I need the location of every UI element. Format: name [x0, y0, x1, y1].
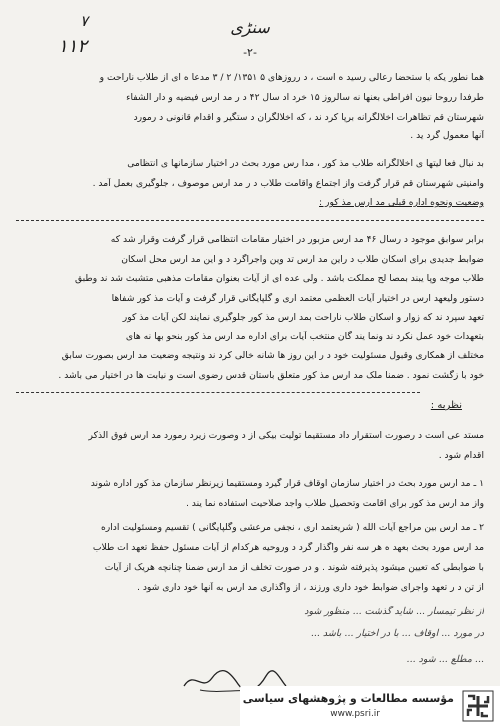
- handwritten-note: از نظر تیمسار ... شاید گذشت ... منظور شود: [304, 606, 484, 617]
- option2-line: ۲ ـ مد ارس بین مراجع آیات الله ( شریعتمد اری ، نجفی مرعشی وگلپایگانی ) تقسیم ومسئولیت اداره: [100, 522, 484, 533]
- para3-line: مختلف از همکاری وقبول مسئولیت خود د ر این روز ها شانه خالی کرد ند ونتیجه وضعیت مد ارس بصورت سابق: [61, 350, 484, 361]
- dashed-divider: [16, 392, 420, 393]
- para3-line: خود با زگشت نمود . ضمنا ملک مد ارس مذ کور متعلق باستان قدس رضوی است و نیابت ها در اختیار می باشد .: [58, 370, 484, 381]
- nazarieh-line: مستد عی است د رصورت استقرار داد مستقیما تولیت بیکی از د وصورت زیرد رمورد مد ارس فوق الذکر: [88, 430, 484, 441]
- psri-logo-icon: [462, 690, 494, 722]
- para2-line: بد نبال فعا لیتها ی اخلالگرانه طلاب مذ کور ، مدا رس مورد بحث در اختیار سازمانها ی انتظامی: [127, 158, 484, 169]
- institution-url: www.psri.ir: [330, 709, 380, 719]
- section-heading-nazarieh: نظریه :: [430, 400, 462, 411]
- para3-line: بتعهدات خود عمل نکرد ند ونما یند گان منتخب آیات برای اداره مد ارس مذ کور بنحو بها نه های: [125, 331, 484, 342]
- intro-line: هما نطور یکه با ستحضا رعالی رسید ه است ، د رروزهای ۵ ۱۳۵۱/ ۲ / ۳ مدعا ه ای از طلاب ناراحت و: [99, 72, 484, 83]
- intro-line: شهرستان قم تظاهرات اخلالگرانه برپا کرد ند ، که اخلالگران د ستگیر و اقدام قانونی د رمورد: [133, 112, 484, 123]
- option2-line: با ضوابطی که تعیین میشود پذیرفته شوند . و در صورت تخلف از مد ارس ضمنا چنانچه هریک از آیات: [104, 562, 484, 573]
- option1-line: ۱ ـ مد ارس مورد بحث در اختیار سازمان اوقاف قرار گیرد ومستقیما زیرنظر سازمان مذ کور اداره شوند: [90, 478, 484, 489]
- nazarieh-line: اقدام شود .: [438, 450, 484, 461]
- institution-name: مؤسسه مطالعات و پژوهشهای سیاسی: [242, 692, 454, 705]
- para3-line: تعهد سپرد ند که زوار و اسکان طلاب ناراحت بمد ارس مذ کور جلوگیری نمایند لکن آیات مذ کور: [122, 312, 484, 323]
- corner-mark: ۷: [80, 12, 89, 30]
- para3-line: طلاب موجه وپا یبند بمصا لح مملکت باشد . ولی عده ای از آیات بعنوان مقامات مذهبی متشبث شد ند وطبق: [74, 273, 484, 284]
- intro-line: طرفدا رروحا نیون افراطی بعنها نه سالروز ۱۵ خرد اد سال ۴۲ د ر مد ارس فیضیه و دار الشفاء: [126, 92, 484, 103]
- corner-page-number: ۱۱۲: [58, 36, 88, 57]
- option2-line: از تن د ر تعهد واجرای ضوابط خود داری ورزند ، از واگذاری مد ارس به آنها خود داری شود .: [136, 582, 484, 593]
- intro-line: آنها معمول گرد ید .: [410, 130, 484, 141]
- para2-subheading: وضعیت ونحوه اداره قبلی مد ارس مذ کور :: [319, 197, 484, 208]
- para3-line: دستور ولیعهد ارس در اختیار آیات العظمی معتمد اری و گلپایگانی قرار گرفت و آیات مذ کور شفاها: [111, 293, 484, 304]
- option2-line: مد ارس مورد بحث بعهد ه هر سه نفر واگذار گرد د وروحیه هرکدام از آیات مسئول حفظ تعهد ات طلاب: [92, 542, 484, 553]
- institution-footer: [240, 686, 500, 726]
- para3-line: ضوابط جدیدی برای اسکان طلاب د راین مد ارس تد وین واجراگرد د و این مد ارس محل اسکان: [121, 254, 484, 265]
- document-title: سنڑی: [230, 18, 270, 37]
- handwritten-note: در مورد ... اوقاف ... با در اختیار ... باشد ...: [310, 628, 484, 639]
- para3-line: برابر سوابق موجود د رسال ۴۶ مد ارس مزبور در اختیار مقامات انتظامی قرار گرفت وقرار شد که: [110, 234, 484, 245]
- page-number: -۲-: [243, 46, 257, 59]
- option1-line: واز مد ارس مذ کور برای اقامت وتحصیل طلاب واجد صلاحیت استفاده نما یند .: [185, 498, 484, 509]
- dashed-divider: [16, 220, 484, 221]
- para2-line: وامنیتی شهرستان قم قرار گرفت واز اجتماع واقامت طلاب د ر مد ارس موصوف ، جلوگیری بعمل آمد .: [92, 178, 484, 189]
- handwritten-note: ... مطلع ... شود ...: [406, 654, 484, 665]
